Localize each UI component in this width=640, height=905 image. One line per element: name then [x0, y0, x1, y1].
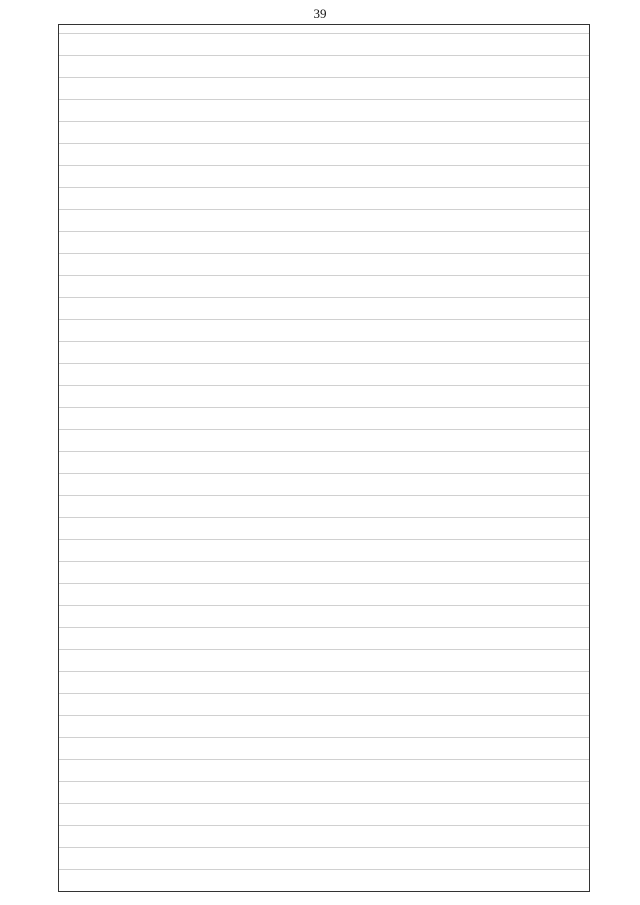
page-number: 39 — [313, 6, 327, 21]
budget-table — [58, 24, 590, 892]
